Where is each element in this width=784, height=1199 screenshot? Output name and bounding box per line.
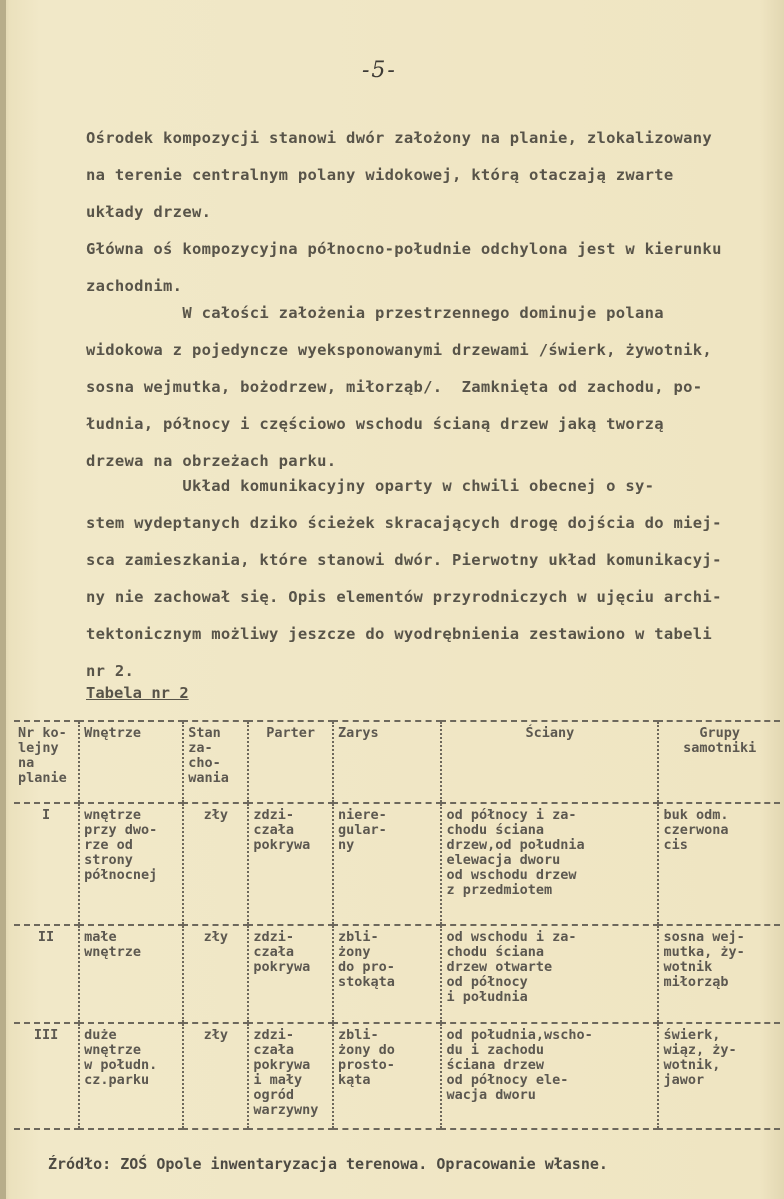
cell-grupy: świerk, wiąz, ży- wotnik, jawor [658, 1023, 780, 1129]
table-row [14, 925, 780, 1023]
table-title: Tabela nr 2 [86, 684, 189, 702]
cell-nr: III [33, 1027, 59, 1043]
cell-sciany: od północy i za- chodu ściana drzew,od południa elewacja dworu od wschodu drzew z przedmiotem [441, 803, 658, 925]
cell-grupy: sosna wej- mutka, ży- wotnik miłorząb [658, 925, 780, 1023]
data-table [14, 720, 780, 1130]
cell-zarys: zbli- żony do prosto- kąta [333, 1023, 441, 1129]
header-wnetrze: Wnętrze [79, 721, 183, 803]
cell-parter: zdzi- czała pokrywa i mały ogród warzywny [248, 1023, 333, 1129]
cell-wnetrze: duże wnętrze w połudn. cz.parku [79, 1023, 183, 1129]
cell-stan: zły [183, 1023, 248, 1129]
header-stan: Stan za- cho- wania [183, 721, 248, 803]
header-grupy: Grupy samotniki [658, 721, 780, 803]
paragraph-3: Układ komunikacyjny oparty w chwili obecnej o sy- stem wydeptanych dziko ścieżek skracających drogę dojścia do miej- sca zamieszkania, które stanowi dwór. Pierwotny układ komunikacyj- ny nie zachował się. Opis elementów przyrodniczych w ujęciu archi- tektonicznym możliwy jeszcze do wyodrębnienia zestawiono w tabeli nr 2. [86, 477, 722, 680]
header-parter: Parter [248, 721, 333, 803]
cell-nr: II [37, 929, 55, 945]
cell-grupy: buk odm. czerwona cis [658, 803, 780, 925]
cell-sciany: od wschodu i za- chodu ściana drzew otwarte od północy i południa [441, 925, 658, 1023]
header-nr: Nr ko- lejny na planie [18, 725, 67, 786]
cell-sciany: od południa,wscho- du i zachodu ściana drzew od północy ele- wacja dworu [441, 1023, 658, 1129]
cell-zarys: zbli- żony do pro- stokąta [333, 925, 441, 1023]
binding-edge [0, 0, 6, 1199]
cell-wnetrze: wnętrze przy dwo- rze od strony północnej [79, 803, 183, 925]
source-note: Źródło: ZOŚ Opole inwentaryzacja terenowa. Opracowanie własne. [48, 1155, 608, 1173]
cell-stan: zły [183, 925, 248, 1023]
cell-wnetrze: małe wnętrze [79, 925, 183, 1023]
table-row [14, 803, 780, 925]
cell-parter: zdzi- czała pokrywa [248, 803, 333, 925]
cell-stan: zły [183, 803, 248, 925]
header-zarys: Zarys [333, 721, 441, 803]
table-row [14, 1023, 780, 1129]
table-header-row [14, 721, 780, 803]
paragraph-1: Ośrodek kompozycji stanowi dwór założony na planie, zlokalizowany na terenie centralnym polany widokowej, którą otaczają zwarte układy drzew. Główna oś kompozycyjna północno-południe odchylona jest w kierunku zachodnim. [86, 129, 722, 295]
header-sciany: Ściany [441, 721, 658, 803]
page-number: -5- [362, 58, 397, 83]
cell-parter: zdzi- czała pokrywa [248, 925, 333, 1023]
cell-nr: I [41, 807, 51, 823]
cell-zarys: niere- gular- ny [333, 803, 441, 925]
paragraph-2: W całości założenia przestrzennego dominuje polana widokowa z pojedyncze wyeksponowanymi drzewami /świerk, żywotnik, sosna wejmutka, bożodrzew, miłorząb/. Zamknięta od zachodu, po- łudnia, północy i częściowo wschodu ścianą drzew jaką tworzą drzewa na obrzeżach parku. [86, 304, 713, 470]
